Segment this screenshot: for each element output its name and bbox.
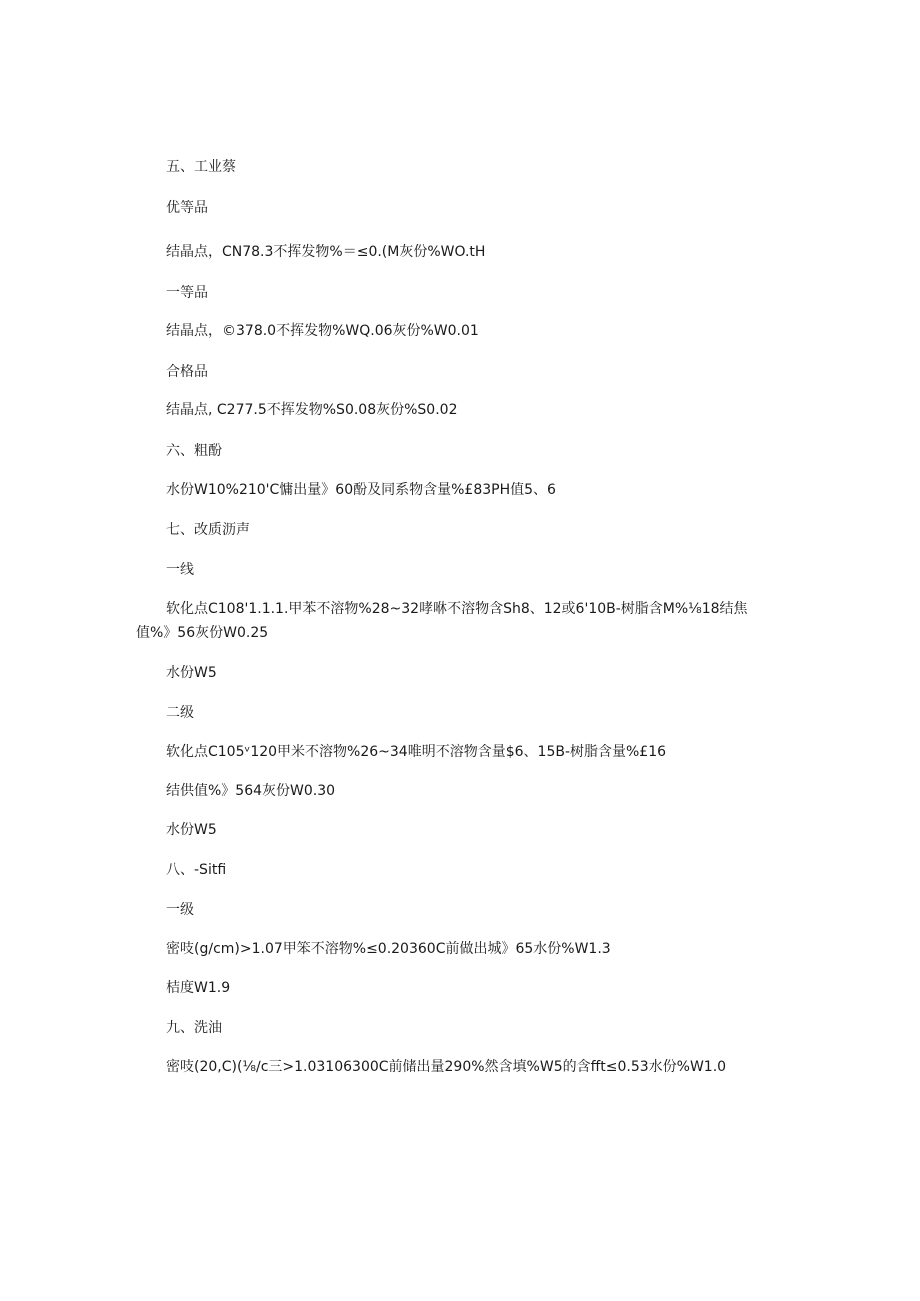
section-heading-crude-phenol: 六、粗酚 (166, 443, 222, 459)
spec-line-superior: 结晶点，CN78.3不挥发物%＝≤0.(M灰份%WO.tH (166, 244, 486, 260)
spec-line-modified-pitch-2b: 结供值%》564灰份W0.30 (166, 783, 336, 799)
spec-line-section-eight-b: 桔度W1.9 (166, 980, 231, 996)
spec-line-modified-pitch-2a: 软化点C105ᵛ120甲米不溶物%26~34唯明不溶物含量$6、15B-树脂含量%£16 (166, 744, 667, 760)
spec-line-modified-pitch-1a: 软化点C108'1.1.1.甲苯不溶物%28~32哮咻不溶物含Sh8、12或6'10B-树脂含M%⅛18结焦 (166, 601, 748, 617)
grade-label-first-line: 一线 (166, 562, 194, 578)
spec-line-modified-pitch-2c: 水份W5 (166, 822, 217, 838)
section-heading-industrial-naphthalene: 五、工业蔡 (166, 159, 236, 175)
spec-line-wash-oil: 密吱(20,C)(⅛∕c三>1.03106300C前储出量290%然含填%W5的含fft≤0.53水份%W1.0 (166, 1059, 727, 1075)
spec-line-crude-phenol: 水份W10%210'C慵出量》60酚及同系物含量%£83PH值5、6 (166, 482, 556, 498)
grade-label-grade-one: 一级 (166, 902, 194, 918)
spec-line-qualified: 结晶点, C277.5不挥发物%S0.08灰份%S0.02 (166, 402, 458, 418)
grade-label-second: 二级 (166, 705, 194, 721)
section-heading-eight: 八、-Sitfi (166, 862, 227, 878)
spec-line-first: 结晶点，©378.0不挥发物%WQ.06灰份%W0.01 (166, 323, 479, 339)
grade-label-first: 一等品 (166, 285, 208, 301)
spec-line-modified-pitch-1c: 水份W5 (166, 665, 217, 681)
spec-line-modified-pitch-1b: 值%》56灰份W0.25 (136, 625, 269, 641)
section-heading-wash-oil: 九、洗油 (166, 1020, 222, 1036)
grade-label-qualified: 合格品 (166, 364, 208, 380)
grade-label-superior: 优等品 (166, 200, 208, 216)
spec-line-section-eight-a: 密吱(g∕cm)>1.07甲笨不溶物%≤0.20360C前做出城》65水份%W1.3 (166, 941, 611, 957)
section-heading-modified-pitch: 七、改质沥声 (166, 522, 250, 538)
